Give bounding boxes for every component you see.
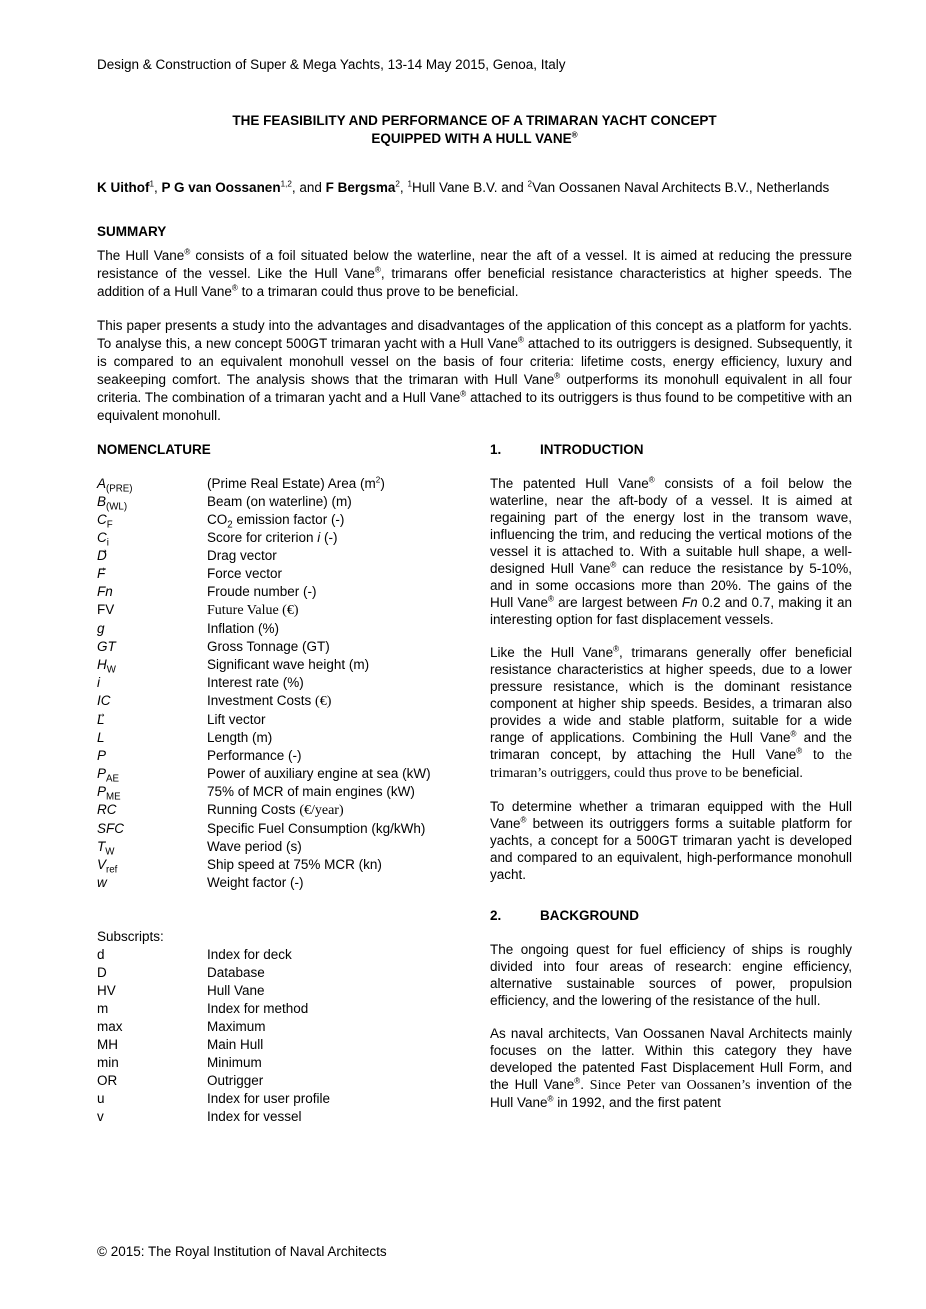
subscript-definition: Outrigger (207, 1073, 264, 1088)
nomenclature-definition: Interest rate (%) (207, 675, 304, 690)
subscript-definition: Minimum (207, 1055, 262, 1070)
nomenclature-symbol: $P_{ME}$ (97, 784, 121, 803)
nomenclature-definition: Weight factor (-) (207, 875, 304, 890)
nomenclature-definition: Running Costs (€/year) (207, 802, 344, 818)
section-2-title: BACKGROUND (540, 908, 639, 923)
nomenclature-symbol: i (97, 675, 100, 690)
nomenclature-definition: Significant wave height (m) (207, 657, 370, 672)
nomenclature-entry (97, 856, 459, 874)
section-paragraph: The ongoing quest for fuel efficiency of ships is roughly divided into four areas of research: engine efficiency, alternative sustainable sources of power, propulsion efficiency, and the lowering of the resistance of the hull. (490, 942, 852, 1008)
subscript-entry (97, 1072, 459, 1090)
summary-paragraphs (97, 247, 852, 425)
conference-header: Design & Construction of Super & Mega Yachts, 13-14 May 2015, Genoa, Italy (97, 57, 566, 72)
subscript-symbol: MH (97, 1037, 118, 1052)
paper-title (97, 112, 852, 148)
nomenclature-symbol: $B_{(WL)}$ (97, 494, 128, 513)
subscript-symbol: D (97, 965, 107, 980)
nomenclature-entry (97, 747, 459, 765)
section-paragraph: To determine whether a trimaran equipped with the Hull Vane® between its outriggers forms a suitable platform for yachts, a concept for a 500GT trimaran yacht is developed and compared to an equivalent, high-performance monohull yacht. (490, 799, 852, 882)
nomenclature-symbol: L (97, 712, 105, 727)
subscript-definition: Hull Vane (207, 983, 265, 998)
nomenclature-definition: Lift vector (207, 712, 266, 727)
subscript-entry (97, 964, 459, 982)
subscript-symbol: d (97, 947, 105, 962)
nomenclature-entry (97, 601, 459, 620)
nomenclature-symbol: $V_{ref}$ (97, 857, 118, 876)
nomenclature-definition: 75% of MCR of main engines (kW) (207, 784, 415, 799)
summary-paragraph: The Hull Vane® consists of a foil situated below the waterline, near the aft of a vessel. It is aimed at reducing the pressure resistance of the vessel. Like the Hull Vane®, trimarans offer beneficial resistance characteristics at higher speeds. The addition of a Hull Vane® to a trimaran could thus prove to be beneficial. (97, 247, 853, 299)
nomenclature-list (97, 475, 459, 892)
nomenclature-entry (97, 583, 459, 601)
nomenclature-symbol: $T_W$ (97, 839, 115, 858)
nomenclature-definition: Froude number (-) (207, 584, 317, 599)
subscript-symbol: HV (97, 983, 116, 998)
nomenclature-symbol: $C_i$ (97, 530, 109, 549)
right-column (490, 441, 852, 1127)
section-1-paragraphs (490, 475, 852, 883)
nomenclature-symbol: g (97, 621, 105, 636)
subscript-symbol: u (97, 1091, 105, 1106)
nomenclature-symbol: Fn (97, 584, 113, 599)
subscript-entry (97, 1000, 459, 1018)
nomenclature-definition: Specific Fuel Consumption (kg/kWh) (207, 821, 426, 836)
nomenclature-entry (97, 783, 459, 801)
nomenclature-symbol: w (97, 875, 107, 890)
two-column-body (97, 441, 852, 1127)
nomenclature-entry (97, 765, 459, 783)
subscript-definition: Index for method (207, 1001, 309, 1016)
nomenclature-entry (97, 674, 459, 692)
summary-paragraph: This paper presents a study into the advantages and disadvantages of the application of this concept as a platform for yachts. To analyse this, a new concept 500GT trimaran yacht with a Hull Vane® attached to its outriggers is designed. Subsequently, it is compared to an equivalent monohull vessel on the basis of four criteria: lifetime costs, energy efficiency, luxury and seakeeping comfort. The analysis shows that the trimaran with Hull Vane® outperforms its monohull equivalent in all four criteria. The combination of a trimaran yacht and a Hull Vane® attached to its outriggers is thus found to be competitive with an equivalent monohull. (97, 318, 853, 423)
nomenclature-definition: Score for criterion i (-) (207, 530, 338, 545)
subscripts-list (97, 946, 459, 1126)
nomenclature-entry (97, 547, 459, 565)
nomenclature-entry (97, 511, 459, 529)
section-2-number: 2. (490, 908, 502, 923)
nomenclature-symbol: RC (97, 802, 117, 817)
nomenclature-definition: Gross Tonnage (GT) (207, 639, 330, 654)
nomenclature-definition: Length (m) (207, 730, 273, 745)
nomenclature-symbol: P (97, 748, 107, 763)
section-1-title: INTRODUCTION (540, 442, 644, 457)
left-column (97, 441, 459, 1127)
nomenclature-definition: (Prime Real Estate) Area $(m^2)$ (207, 475, 385, 491)
nomenclature-definition: Ship speed at 75% MCR (kn) (207, 857, 382, 872)
nomenclature-symbol: FV (97, 602, 115, 617)
subscript-definition: Index for user profile (207, 1091, 331, 1106)
nomenclature-definition: Beam (on waterline) (m) (207, 494, 352, 509)
subscript-definition: Index for deck (207, 947, 292, 962)
paper-title-line2: EQUIPPED WITH A HULL VANE® (371, 130, 578, 146)
subscript-entry (97, 1018, 459, 1036)
summary-section (97, 223, 852, 425)
nomenclature-definition: Inflation (%) (207, 621, 280, 636)
subscript-entry (97, 1090, 459, 1108)
paper-title-line1: THE FEASIBILITY AND PERFORMANCE OF A TRIMARAN YACHT CONCEPT (232, 113, 717, 128)
nomenclature-entry (97, 692, 459, 711)
nomenclature-entry (97, 874, 459, 892)
nomenclature-entry (97, 638, 459, 656)
section-1-number: 1. (490, 442, 502, 457)
nomenclature-entry (97, 711, 459, 729)
nomenclature-entry (97, 820, 459, 838)
section-paragraph: The patented Hull Vane® consists of a foil below the waterline, near the aft-body of a vessel. It is aimed at regaining part of the energy lost in the transom wave, influencing the trim, and reducing the vertical motions of the vessel it is attached to. With a suitable hull shape, a well-designed Hull Vane® can reduce the resistance by 5-10%, and in some occasions more than 20%. The gains of the Hull Vane® are largest between Fn 0.2 and 0.7, making it an interesting option for fast displacement vessels. (490, 475, 852, 627)
subscript-entry (97, 1054, 459, 1072)
subscript-symbol: min (97, 1055, 119, 1070)
nomenclature-heading: NOMENCLATURE (97, 442, 211, 457)
nomenclature-definition: Future Value (€) (207, 603, 299, 618)
section-1-heading (490, 441, 852, 459)
nomenclature-definition: Performance (-) (207, 748, 302, 763)
nomenclature-symbol: D (97, 548, 107, 563)
subscript-entry (97, 1036, 459, 1054)
nomenclature-symbol: $C_F$ (97, 512, 113, 531)
nomenclature-symbol: $A_{(PRE)}$ (97, 476, 133, 495)
subscript-definition: Main Hull (207, 1037, 264, 1052)
summary-heading: SUMMARY (97, 224, 167, 239)
section-paragraph: As naval architects, Van Oossanen Naval Architects mainly focuses on the latter. Within this category they have developed the patented Fast Displacement Hull Form, and the Hull Vane®. Since Peter van Oossanen’s invention of the Hull Vane® in 1992, and the first patent (490, 1026, 852, 1110)
copyright-footer: © 2015: The Royal Institution of Naval Architects (97, 1244, 387, 1259)
nomenclature-symbol: SFC (97, 821, 124, 836)
nomenclature-definition: Drag vector (207, 548, 277, 563)
section-paragraph: Like the Hull Vane®, trimarans generally offer beneficial resistance characteristics at higher speeds, due to a lower pressure resistance, which is the dominant resistance component at higher ship speeds. Besides, a trimaran also provides a wide and stable platform, suitable for a wide range of applications. Combining the Hull Vane® and the trimaran concept, by attaching the Hull Vane® to the trimaran’s outriggers, could thus prove to be beneficial. (490, 644, 852, 781)
authors-line: K Uithof$^1$, P G van Oossanen$^{1,2}$, and F Bergsma$^2$, $^1$Hull Vane B.V. and $^2$Van Oossanen Naval Architects B.V., Netherlands (97, 179, 830, 195)
section-2-paragraphs (490, 941, 852, 1111)
nomenclature-symbol: GT (97, 639, 116, 654)
nomenclature-definition: Wave period (s) (207, 839, 302, 854)
nomenclature-definition: Power of auxiliary engine at sea (kW) (207, 766, 431, 781)
subscript-definition: Index for vessel (207, 1109, 302, 1124)
nomenclature-entry (97, 565, 459, 583)
nomenclature-symbol: IC (97, 693, 111, 708)
nomenclature-entry (97, 729, 459, 747)
nomenclature-entry (97, 656, 459, 674)
nomenclature-symbol: $H_W$ (97, 657, 116, 676)
nomenclature-entry (97, 620, 459, 638)
subscript-definition: Maximum (207, 1019, 266, 1034)
nomenclature-entry (97, 529, 459, 547)
nomenclature-entry (97, 475, 459, 493)
subscript-entry (97, 1108, 459, 1126)
nomenclature-entry (97, 493, 459, 511)
nomenclature-symbol: $P_{AE}$ (97, 766, 119, 785)
subscript-symbol: max (97, 1019, 123, 1034)
nomenclature-entry (97, 801, 459, 820)
subscript-symbol: m (97, 1001, 109, 1016)
nomenclature-definition: Force vector (207, 566, 283, 581)
nomenclature-symbol: F (97, 566, 106, 581)
nomenclature-definition: Investment Costs (€) (207, 693, 332, 709)
nomenclature-entry (97, 838, 459, 856)
subscript-entry (97, 982, 459, 1000)
subscripts-label: Subscripts: (97, 929, 164, 944)
subscript-symbol: v (97, 1109, 104, 1124)
subscript-entry (97, 946, 459, 964)
subscript-symbol: OR (97, 1073, 118, 1088)
nomenclature-symbol: L (97, 730, 105, 745)
subscript-definition: Database (207, 965, 265, 980)
section-2-heading (490, 907, 852, 925)
nomenclature-definition: $CO_2$ emission factor (-) (207, 512, 345, 531)
